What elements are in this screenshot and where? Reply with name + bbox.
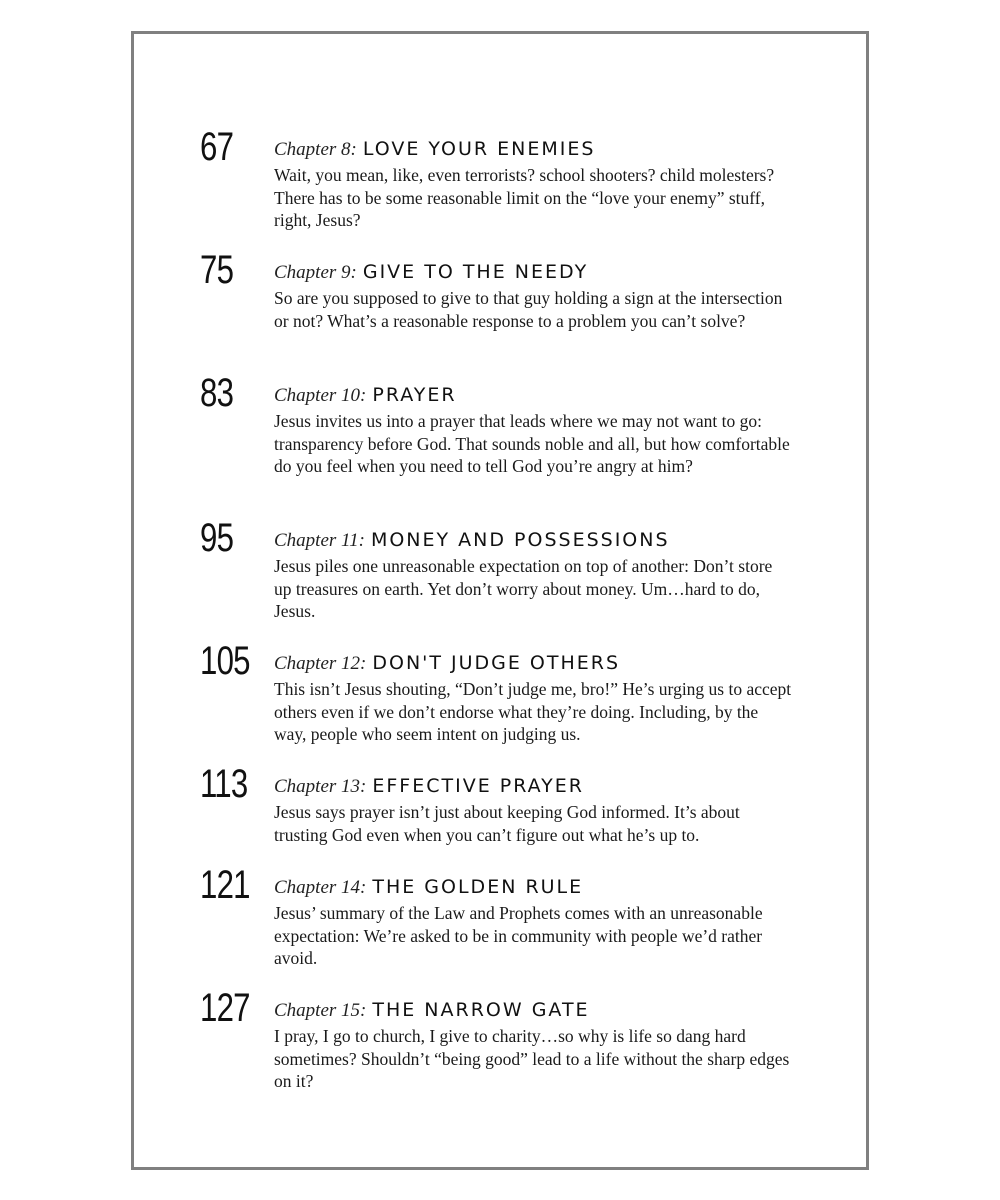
entry-body xyxy=(274,648,794,746)
chapter-heading xyxy=(274,380,794,410)
entry-body xyxy=(274,771,794,846)
page-number: 67 xyxy=(200,125,234,169)
chapter-heading xyxy=(274,995,794,1025)
page-number: 113 xyxy=(200,762,248,806)
chapter-label: Chapter 9: xyxy=(274,262,357,283)
chapter-heading xyxy=(274,648,794,678)
chapter-heading xyxy=(274,525,794,555)
page-number: 121 xyxy=(200,863,250,907)
chapter-description: So are you supposed to give to that guy holding a sign at the intersection or not? What’s a reasonable response to a problem you can’t solve? xyxy=(274,288,783,331)
chapter-title: GIVE TO THE NEEDY xyxy=(362,261,589,283)
page-number: 95 xyxy=(200,516,234,560)
chapter-label: Chapter 10: xyxy=(274,385,367,406)
chapter-label: Chapter 12: xyxy=(274,653,367,674)
chapter-title: PRAYER xyxy=(372,384,457,406)
page-number: 105 xyxy=(200,639,250,683)
chapter-heading xyxy=(274,771,794,801)
book-page xyxy=(131,31,869,1170)
chapter-title: DON'T JUDGE OTHERS xyxy=(372,652,621,674)
page-number: 127 xyxy=(200,986,250,1030)
entry-body xyxy=(274,872,794,970)
chapter-description: Jesus’ summary of the Law and Prophets comes with an unreasonable expectation: We’re asked to be in community with people we’d rather avoid. xyxy=(274,903,763,968)
chapter-description: Wait, you mean, like, even terrorists? school shooters? child molesters? There has to be some reasonable limit on the “love your enemy” stuff, right, Jesus? xyxy=(274,165,775,230)
chapter-heading xyxy=(274,872,794,902)
entry-body xyxy=(274,995,794,1093)
entry-body xyxy=(274,134,794,232)
chapter-label: Chapter 8: xyxy=(274,139,357,160)
entry-body xyxy=(274,380,794,478)
chapter-description: This isn’t Jesus shouting, “Don’t judge me, bro!” He’s urging us to accept others even if we don’t endorse what they’re doing. Including, by the way, people who seem intent on judging us. xyxy=(274,679,792,744)
chapter-label: Chapter 11: xyxy=(274,530,365,551)
chapter-title: THE GOLDEN RULE xyxy=(372,876,584,898)
chapter-label: Chapter 14: xyxy=(274,877,367,898)
chapter-title: EFFECTIVE PRAYER xyxy=(372,775,584,797)
entry-body xyxy=(274,257,794,332)
chapter-label: Chapter 15: xyxy=(274,1000,367,1021)
page-number: 83 xyxy=(200,371,234,415)
chapter-heading xyxy=(274,134,794,164)
chapter-heading xyxy=(274,257,794,287)
chapter-description: I pray, I go to church, I give to charity…so why is life so dang hard sometimes? Shouldn’t “being good” lead to a life without the sharp edges on it? xyxy=(274,1026,790,1091)
page-number: 75 xyxy=(200,248,234,292)
chapter-title: THE NARROW GATE xyxy=(372,999,590,1021)
chapter-description: Jesus says prayer isn’t just about keeping God informed. It’s about trusting God even when you can’t figure out what he’s up to. xyxy=(274,802,740,845)
chapter-description: Jesus piles one unreasonable expectation on top of another: Don’t store up treasures on earth. Yet don’t worry about money. Um…hard to do, Jesus. xyxy=(274,556,773,621)
table-of-contents xyxy=(134,34,866,1167)
entry-body xyxy=(274,525,794,623)
chapter-description: Jesus invites us into a prayer that leads where we may not want to go: transparency before God. That sounds noble and all, but how comfortable do you feel when you need to tell God you’re angry at him? xyxy=(274,411,790,476)
chapter-title: MONEY AND POSSESSIONS xyxy=(370,529,670,551)
chapter-label: Chapter 13: xyxy=(274,776,367,797)
chapter-title: LOVE YOUR ENEMIES xyxy=(362,138,596,160)
